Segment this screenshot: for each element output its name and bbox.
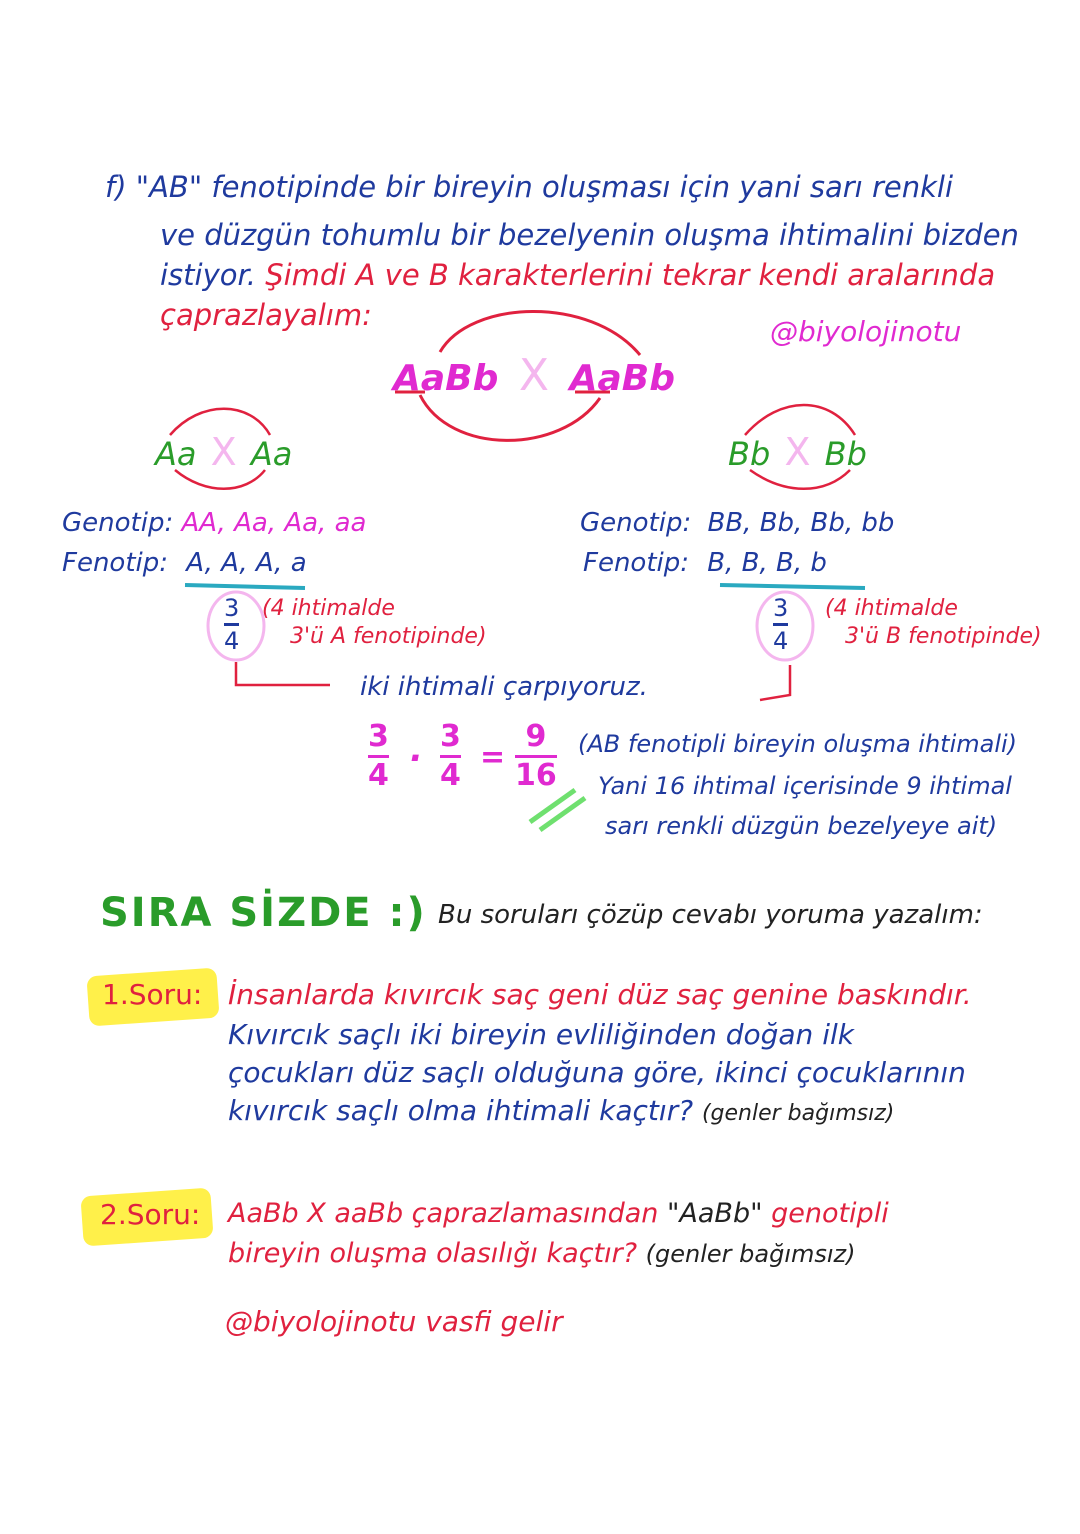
green-mark-2 [540, 798, 585, 830]
right-fraction [773, 596, 788, 653]
left-phenotype-values: A, A, A, a [186, 548, 307, 578]
q1-label: 1.Soru: [102, 978, 203, 1011]
right-phenotype-label: Fenotip: [583, 548, 690, 578]
left-genotype-values: AA, Aa, Aa, aa [181, 508, 367, 538]
left-fraction-den: 4 [224, 627, 240, 655]
result-equals: = [480, 740, 506, 775]
q2-line-1-b: "AaBb" [666, 1198, 763, 1229]
section-f-line-3-start: istiyor. [160, 258, 256, 292]
left-fraction-bar [224, 623, 239, 626]
left-cross-p2: Aa [250, 435, 293, 473]
left-note-2: 3'ü A fenotipinde) [290, 624, 487, 649]
sira-sizde-title: SIRA SİZDE :) [100, 890, 427, 936]
section-f-line-3 [160, 258, 995, 292]
result-fraction-2 [440, 719, 461, 793]
main-cross-arc-bottom [420, 395, 600, 440]
q1-line-4-note: (genler bağımsız) [701, 1101, 895, 1126]
section-f-line-2: ve düzgün tohumlu bir bezelyenin oluşma ihtimalini bizden [160, 218, 1019, 252]
q2-line-2-note: (genler bağımsız) [645, 1240, 856, 1268]
right-genotype-row [580, 508, 894, 538]
left-note-1: (4 ihtimalde [262, 596, 395, 621]
left-cross-x: X [210, 430, 237, 474]
q2-line-2 [228, 1238, 856, 1269]
result-fraction-3-num: 9 [525, 719, 547, 754]
q2-label: 2.Soru: [100, 1198, 201, 1231]
result-fraction-3-den: 16 [515, 758, 557, 793]
q1-line-2: Kıvırcık saçlı iki bireyin evliliğinden doğan ilk [228, 1018, 854, 1051]
left-cross-p1: Aa [155, 435, 197, 473]
right-fraction-bar [773, 623, 788, 626]
q2-line-1-c: genotipli [762, 1198, 889, 1229]
right-phenotype-underline [720, 585, 865, 588]
result-fraction-3 [515, 719, 557, 793]
right-cross [728, 430, 867, 474]
left-fraction-num: 3 [224, 594, 240, 622]
right-cross-x: X [784, 430, 811, 474]
result-fraction-1-den: 4 [368, 758, 389, 793]
connector-left [236, 662, 330, 685]
sira-sizde-subtitle: Bu soruları çözüp cevabı yoruma yazalım: [438, 900, 983, 930]
result-note-1: (AB fenotipli bireyin oluşma ihtimali) [578, 730, 1018, 758]
q1-line-3: çocukları düz saçlı olduğuna göre, ikinci çocuklarının [228, 1056, 966, 1089]
left-phenotype-row [62, 548, 307, 578]
right-cross-p2: Bb [824, 435, 867, 473]
section-f-line-3-red: Şimdi A ve B karakterlerini tekrar kendi aralarında [265, 258, 996, 292]
result-fraction-1 [368, 719, 389, 793]
q2-line-1 [228, 1198, 889, 1229]
section-f-line-1: f) "AB" fenotipinde bir bireyin oluşması için yani sarı renkli [105, 170, 954, 204]
left-phenotype-label: Fenotip: [62, 548, 169, 578]
right-phenotype-row [583, 548, 827, 578]
result-fraction-2-den: 4 [440, 758, 461, 793]
main-cross-right: AaBb [569, 358, 675, 399]
right-note-2: 3'ü B fenotipinde) [845, 624, 1042, 649]
multiply-note: iki ihtimali çarpıyoruz. [360, 672, 648, 702]
q1-line-1: İnsanlarda kıvırcık saç geni düz saç genine baskındır. [228, 978, 972, 1011]
main-cross [393, 350, 675, 401]
watermark-top: @biyolojinotu [770, 315, 962, 348]
left-genotype-label: Genotip: [62, 508, 174, 538]
left-phenotype-underline [185, 585, 305, 588]
green-mark-1 [530, 790, 575, 822]
right-genotype-values: BB, Bb, Bb, bb [707, 508, 895, 538]
result-fraction-2-num: 3 [440, 719, 461, 754]
result-note-2: Yani 16 ihtimal içerisinde 9 ihtimal [598, 772, 1012, 800]
main-cross-arc-top [440, 311, 640, 355]
result-fraction-1-num: 3 [368, 719, 389, 754]
signature: @biyolojinotu vasfi gelir [225, 1305, 563, 1338]
right-phenotype-values: B, B, B, b [707, 548, 827, 578]
result-note-3: sarı renkli düzgün bezelyeye ait) [605, 812, 998, 840]
main-cross-x: X [518, 350, 550, 401]
result-dot: . [410, 730, 423, 770]
q2-line-1-a: AaBb X aaBb çaprazlamasından [228, 1198, 667, 1229]
right-fraction-num: 3 [773, 594, 789, 622]
left-fraction [224, 596, 239, 653]
right-fraction-den: 4 [773, 627, 789, 655]
q2-line-2-text: bireyin oluşma olasılığı kaçtır? [228, 1238, 638, 1269]
main-cross-left: AaBb [393, 358, 499, 399]
left-genotype-row [62, 508, 366, 538]
connector-right [760, 665, 790, 700]
q1-line-4-text: kıvırcık saçlı olma ihtimali kaçtır? [228, 1094, 694, 1127]
left-cross [155, 430, 292, 474]
q1-line-4 [228, 1094, 894, 1127]
right-note-1: (4 ihtimalde [825, 596, 958, 621]
right-cross-p1: Bb [728, 435, 771, 473]
right-genotype-label: Genotip: [580, 508, 692, 538]
section-f-line-4: çaprazlayalım: [160, 298, 372, 332]
